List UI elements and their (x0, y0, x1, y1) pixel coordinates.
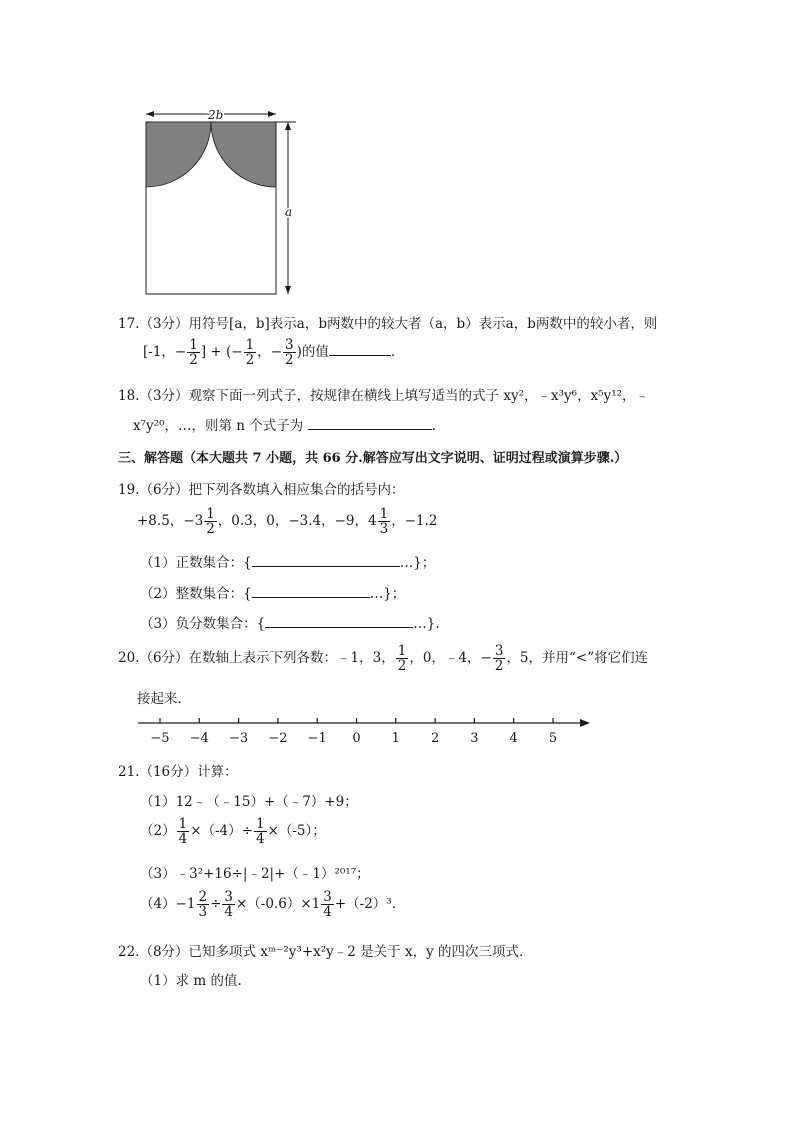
q19-set3: （3）负分数集合：{ …}. (140, 616, 440, 632)
number-line-tick-label: 4 (509, 731, 518, 746)
q20-frac1: $\frac{1}{2}$ (397, 643, 407, 675)
q19-mixed2-frac: $\frac{1}{3}$ (379, 506, 389, 538)
q21-p4-frac3: $\frac{3}{4}$ (323, 889, 332, 921)
q18-answer-blank[interactable] (308, 428, 432, 430)
q19-set1-blank[interactable] (252, 565, 400, 567)
q17-frac1: $\frac{1}{2}$ (189, 337, 198, 369)
number-line (130, 712, 600, 748)
width-arrow-left (146, 111, 154, 117)
q21-p2: （2） $\frac{1}{4}$ ×（-4）÷ $\frac{1}{4}$ ×（-5）； (140, 816, 326, 848)
q19-set2: （2）整数集合：{ …}； (140, 586, 406, 602)
q21-p1: （1）12﹣（﹣15）+（﹣7）+9； (140, 794, 358, 810)
q17-line2: [-1，− $\frac{1}{2}$ ] + (− $\frac{1}{2}$ ，− $\frac{3}{2}$ )的值 . (143, 337, 396, 369)
q21-line1: 21.（16分）计算： (118, 764, 238, 780)
q21-p2-frac2: $\frac{1}{4}$ (255, 816, 265, 848)
q18-line1: 18.（3分）观察下面一列式子，按规律在横线上填写适当的式子 xy²，﹣x³y⁶，x⁵y¹²，﹣ (118, 388, 650, 404)
q19-set2-blank[interactable] (252, 596, 370, 598)
width-arrow-right (268, 111, 276, 117)
height-label: a (285, 205, 293, 219)
number-line-tick-label: −4 (189, 731, 209, 746)
number-line-tick-label: 0 (352, 731, 361, 746)
height-arrow-top (285, 122, 291, 130)
number-line-tick-label: −3 (229, 731, 249, 746)
number-line-tick-label: 1 (391, 731, 400, 746)
q17-frac3: $\frac{3}{2}$ (285, 337, 294, 369)
number-line-tick-label: 3 (470, 731, 479, 746)
shaded-region-left (146, 122, 211, 187)
q17-p1-open: [-1， (143, 344, 175, 361)
q22-line1: 22.（8分）已知多项式 xᵐ⁻²y³+x²y﹣2 是关于 x，y 的四次三项式. (118, 944, 524, 960)
number-line-tick-label: −5 (150, 731, 170, 746)
q17-p1-minus: − (174, 344, 187, 361)
q21-p4: （4）−1 $\frac{2}{3}$ ÷ $\frac{3}{4}$ ×（-0.6）×1 $\frac{3}{4}$ +（-2）³. (140, 889, 397, 921)
q17-frac2: $\frac{1}{2}$ (245, 337, 255, 369)
q21-p4-frac2: $\frac{3}{4}$ (224, 889, 233, 921)
q19-line1: 19.（6分）把下列各数填入相应集合的括号内： (118, 482, 405, 498)
section3-heading: 三、解答题（本大题共 7 小题，共 66 分.解答应写出文字说明、证明过程或演算步骤.） (118, 451, 628, 466)
number-line-tick-label: −1 (307, 731, 327, 746)
q20-frac2: $\frac{3}{2}$ (494, 643, 504, 675)
q21-p2-frac1: $\frac{1}{4}$ (178, 816, 188, 848)
q19-set3-blank[interactable] (265, 626, 413, 628)
q19-mixed1-frac: $\frac{1}{2}$ (206, 506, 215, 538)
number-line-tick-label: 2 (430, 731, 440, 746)
q20-line2: 接起来. (137, 691, 182, 707)
height-arrow-bottom (285, 286, 291, 294)
q21-p4-frac1: $\frac{2}{3}$ (198, 889, 208, 921)
q17-line1: 17.（3分）用符号[a，b]表示a，b两数中的较大者（a，b）表示a，b两数中的较小者，则 (118, 316, 658, 332)
number-line-tick-label: −2 (268, 731, 288, 746)
number-line-tick-label: 5 (548, 731, 558, 746)
shaded-region-right (211, 122, 276, 187)
q18-line2: x⁷y²⁰，…，则第 n 个式子为 . (133, 418, 436, 434)
geometry-figure (130, 100, 310, 300)
q21-p3: （3）﹣3²+16÷|﹣2|+（﹣1）²⁰¹⁷； (140, 866, 370, 882)
q20-line1: 20.（6分）在数轴上表示下列各数：﹣1，3， $\frac{1}{2}$ ，0，﹣4，− $\frac{3}{2}$ ，5，并用“<”将它们连 (118, 643, 649, 675)
width-label: 2b (208, 108, 224, 122)
q19-numbers: +8.5，−3 $\frac{1}{2}$ ，0.3，0，−3.4，−9，4 $\frac{1}{3}$ ，−1.2 (137, 506, 438, 538)
number-line-arrow (580, 719, 590, 727)
q17-answer-blank[interactable] (329, 354, 391, 356)
q19-set1: （1）正数集合：{ …}； (140, 555, 436, 571)
q22-p1: （1）求 m 的值. (140, 973, 242, 989)
